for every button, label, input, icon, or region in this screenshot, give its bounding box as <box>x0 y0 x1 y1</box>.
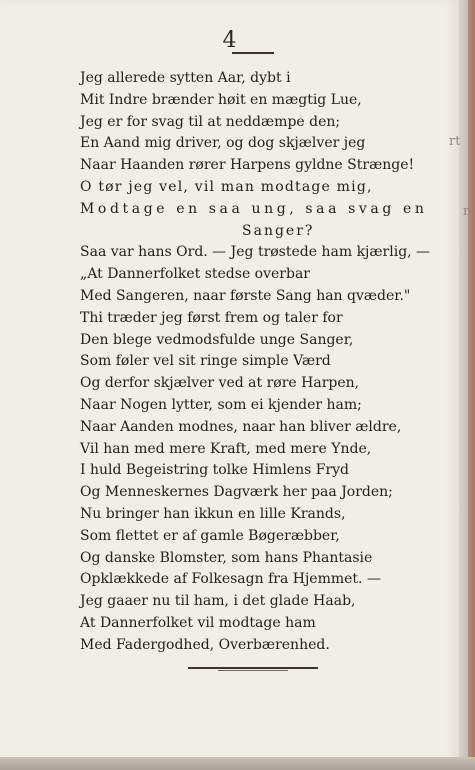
verse-line: Som flettet er af gamle Bøgeræbber, <box>80 527 340 544</box>
book-cover-edge <box>468 0 475 770</box>
verse-line: Naar Haanden rører Harpens gyldne Strænge! <box>80 157 415 174</box>
verse-line: O tør jeg vel, vil man modtage mig, <box>80 178 373 195</box>
bleed-through-mark: n <box>463 204 472 219</box>
verse-line: At Dannerfolket vil modtage ham <box>80 614 316 631</box>
header-rule <box>232 52 274 54</box>
bleed-through-mark: rt <box>449 134 461 149</box>
verse-line: I huld Begeistring tolke Himlens Fryd <box>80 462 350 479</box>
verse-line: En Aand mig driver, og dog skjælver jeg <box>80 135 366 152</box>
verse-line: Jeg er for svag til at neddæmpe den; <box>80 113 341 130</box>
verse-line: Og danske Blomster, som hans Phantasie <box>80 549 373 566</box>
verse-line: Med Fadergodhed, Overbærenhed. <box>80 636 330 653</box>
verse-line: Den blege vedmodsfulde unge Sanger, <box>80 331 354 348</box>
verse-line: Naar Nogen lytter, som ei kjender ham; <box>80 396 362 413</box>
verse-line: Sanger? <box>242 222 315 239</box>
verse-line: Vil han med mere Kraft, med mere Ynde, <box>80 440 372 457</box>
verse-line: Nu bringer han ikkun en lille Krands, <box>80 505 346 522</box>
page-bottom-edge <box>0 757 475 770</box>
verse-line: Jeg allerede sytten Aar, dybt i <box>80 70 291 86</box>
verse-line: Og derfor skjælver ved at røre Harpen, <box>80 375 360 392</box>
verse-line: Med Sangeren, naar første Sang han qvæder." <box>80 287 411 304</box>
verse-line: Jeg gaaer nu til ham, i det glade Haab, <box>80 593 356 610</box>
verse-line: Som føler vel sit ringe simple Værd <box>80 353 331 370</box>
verse-line: Saa var hans Ord. — Jeg trøstede ham kjærlig, — <box>80 244 431 261</box>
verse-line: Og Menneskernes Dagværk her paa Jorden; <box>80 484 393 501</box>
verse-line: „At Dannerfolket stedse overbar <box>80 266 311 283</box>
page-number: 4 <box>222 28 237 53</box>
footer-rule <box>188 667 318 669</box>
poem-text <box>80 68 450 657</box>
verse-line: Modtage en saa ung, saa svag en <box>80 200 428 217</box>
verse-line: Mit Indre brænder høit en mægtig Lue, <box>80 91 362 108</box>
verse-line: Thi træder jeg først frem og taler for <box>80 309 343 326</box>
verse-line: Naar Aanden modnes, naar han bliver ældre, <box>80 418 402 435</box>
verse-line: Opklækkede af Folkesagn fra Hjemmet. — <box>80 571 381 588</box>
